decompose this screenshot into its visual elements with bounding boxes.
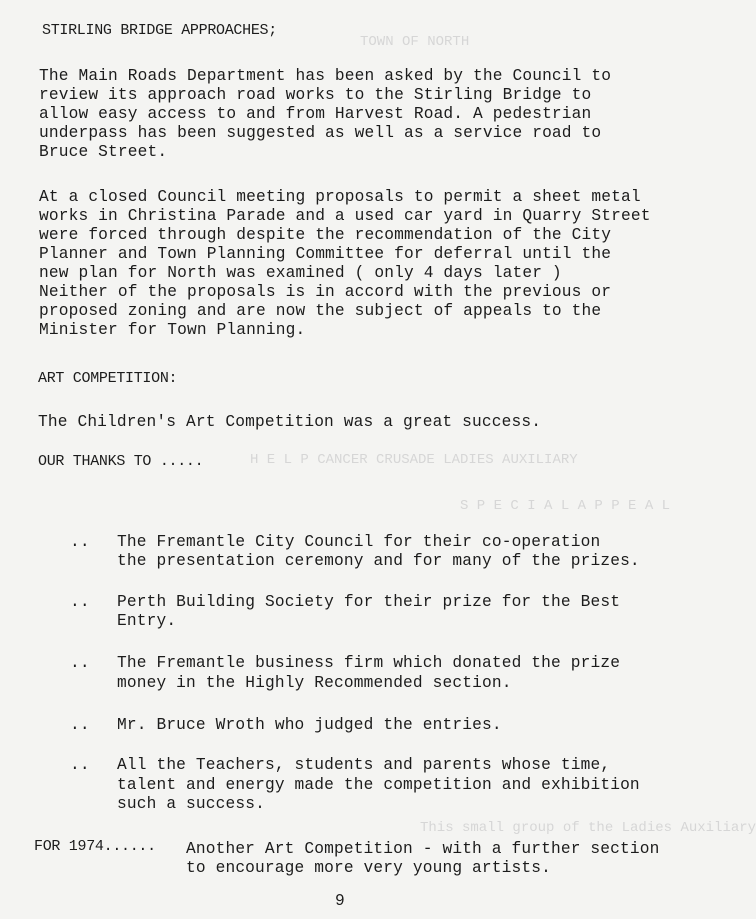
list-item-line: Entry.	[117, 612, 177, 630]
list-bullet: ..	[70, 716, 90, 734]
list-bullet: ..	[70, 756, 90, 774]
paragraph-line: works in Christina Parade and a used car yard in Quarry Street	[39, 207, 651, 225]
bleed-through: This small group of the Ladies Auxiliary	[420, 820, 756, 836]
list-item-line: Perth Building Society for their prize for the Best	[117, 593, 621, 611]
paragraph-line: The Main Roads Department has been asked by the Council to	[39, 67, 612, 85]
section-heading-art: ART COMPETITION:	[38, 370, 178, 387]
paragraph-line: were forced through despite the recommendation of the City	[39, 226, 612, 244]
section-heading-stirling: STIRLING BRIDGE APPROACHES;	[42, 22, 277, 39]
bleed-through: H E L P CANCER CRUSADE LADIES AUXILIARY	[250, 452, 578, 468]
list-item-line: money in the Highly Recommended section.	[117, 674, 512, 692]
thanks-heading: OUR THANKS TO .....	[38, 453, 204, 470]
paragraph-line: Bruce Street.	[39, 143, 168, 161]
art-intro: The Children's Art Competition was a great success.	[38, 413, 542, 431]
list-item-line: The Fremantle business firm which donated the prize	[117, 654, 621, 672]
list-item-line: The Fremantle City Council for their co-operation	[117, 533, 601, 551]
bleed-through: TOWN OF NORTH	[360, 34, 470, 50]
future-line: to encourage more very young artists.	[186, 859, 551, 877]
page-number: 9	[335, 892, 345, 910]
paragraph-line: Planner and Town Planning Committee for deferral until the	[39, 245, 612, 263]
paragraph-line: proposed zoning and are now the subject of appeals to the	[39, 302, 602, 320]
paragraph-line: underpass has been suggested as well as a service road to	[39, 124, 602, 142]
list-item-line: such a success.	[117, 795, 265, 813]
paragraph-line: allow easy access to and from Harvest Road. A pedestrian	[39, 105, 592, 123]
future-line: Another Art Competition - with a further section	[186, 840, 660, 858]
bleed-through: S P E C I A L A P P E A L	[460, 498, 671, 514]
paragraph-line: review its approach road works to the Stirling Bridge to	[39, 86, 592, 104]
list-item-line: All the Teachers, students and parents whose time,	[117, 756, 611, 774]
paragraph-line: Neither of the proposals is in accord with the previous or	[39, 283, 612, 301]
list-item-line: talent and energy made the competition and exhibition	[117, 776, 640, 794]
list-bullet: ..	[70, 593, 90, 611]
list-bullet: ..	[70, 533, 90, 551]
list-item-line: the presentation ceremony and for many of the prizes.	[117, 552, 640, 570]
paragraph-line: Minister for Town Planning.	[39, 321, 306, 339]
paragraph-line: new plan for North was examined ( only 4 days later )	[39, 264, 562, 282]
future-label: FOR 1974......	[34, 838, 156, 855]
list-bullet: ..	[70, 654, 90, 672]
list-item-line: Mr. Bruce Wroth who judged the entries.	[117, 716, 502, 734]
paragraph-line: At a closed Council meeting proposals to permit a sheet metal	[39, 188, 641, 206]
